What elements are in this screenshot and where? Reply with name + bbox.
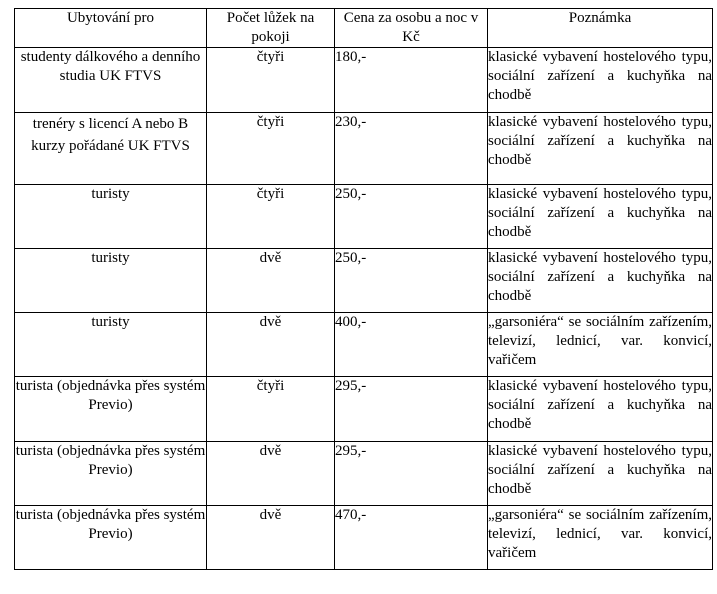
cell-beds: čtyři bbox=[207, 377, 335, 442]
cell-accommodation-for: turisty bbox=[15, 313, 207, 377]
header-note: Poznámka bbox=[488, 9, 713, 48]
header-accommodation-for: Ubytování pro bbox=[15, 9, 207, 48]
cell-price: 470,- bbox=[335, 506, 488, 570]
cell-beds: dvě bbox=[207, 442, 335, 506]
table-row bbox=[15, 185, 713, 249]
cell-note: klasické vybavení hostelového typu, sociální zařízení a kuchyňka na chodbě bbox=[488, 113, 713, 185]
table-row bbox=[15, 48, 713, 113]
cell-note: „garsoniéra“ se sociálním zařízením, televizí, lednicí, var. konvicí, vařičem bbox=[488, 506, 713, 570]
cell-price: 295,- bbox=[335, 442, 488, 506]
header-beds-per-room: Počet lůžek na pokoji bbox=[207, 9, 335, 48]
table-row bbox=[15, 506, 713, 570]
table-row bbox=[15, 442, 713, 506]
table-row bbox=[15, 377, 713, 442]
cell-accommodation-for: trenéry s licencí A nebo B kurzy pořádané UK FTVS bbox=[15, 113, 207, 185]
cell-beds: dvě bbox=[207, 313, 335, 377]
cell-note: klasické vybavení hostelového typu, sociální zařízení a kuchyňka na chodbě bbox=[488, 48, 713, 113]
cell-price: 400,- bbox=[335, 313, 488, 377]
cell-price: 295,- bbox=[335, 377, 488, 442]
cell-price: 250,- bbox=[335, 249, 488, 313]
cell-note: klasické vybavení hostelového typu, sociální zařízení a kuchyňka na chodbě bbox=[488, 442, 713, 506]
table-row bbox=[15, 313, 713, 377]
header-price-per-night: Cena za osobu a noc v Kč bbox=[335, 9, 488, 48]
cell-price: 180,- bbox=[335, 48, 488, 113]
cell-note: klasické vybavení hostelového typu, sociální zařízení a kuchyňka na chodbě bbox=[488, 185, 713, 249]
accommodation-price-table bbox=[14, 8, 713, 570]
cell-beds: čtyři bbox=[207, 185, 335, 249]
cell-note: klasické vybavení hostelového typu, sociální zařízení a kuchyňka na chodbě bbox=[488, 377, 713, 442]
table-row bbox=[15, 113, 713, 185]
cell-accommodation-for: turista (objednávka přes systém Previo) bbox=[15, 506, 207, 570]
cell-accommodation-for: turista (objednávka přes systém Previo) bbox=[15, 377, 207, 442]
cell-note: „garsoniéra“ se sociálním zařízením, televizí, lednicí, var. konvicí, vařičem bbox=[488, 313, 713, 377]
cell-accommodation-for: turisty bbox=[15, 249, 207, 313]
cell-beds: čtyři bbox=[207, 113, 335, 185]
cell-beds: dvě bbox=[207, 506, 335, 570]
cell-accommodation-for: turisty bbox=[15, 185, 207, 249]
cell-accommodation-for: turista (objednávka přes systém Previo) bbox=[15, 442, 207, 506]
cell-price: 250,- bbox=[335, 185, 488, 249]
cell-beds: čtyři bbox=[207, 48, 335, 113]
cell-note: klasické vybavení hostelového typu, sociální zařízení a kuchyňka na chodbě bbox=[488, 249, 713, 313]
cell-accommodation-for: studenty dálkového a denního studia UK FTVS bbox=[15, 48, 207, 113]
table-header-row bbox=[15, 9, 713, 48]
cell-price: 230,- bbox=[335, 113, 488, 185]
table-row bbox=[15, 249, 713, 313]
cell-beds: dvě bbox=[207, 249, 335, 313]
